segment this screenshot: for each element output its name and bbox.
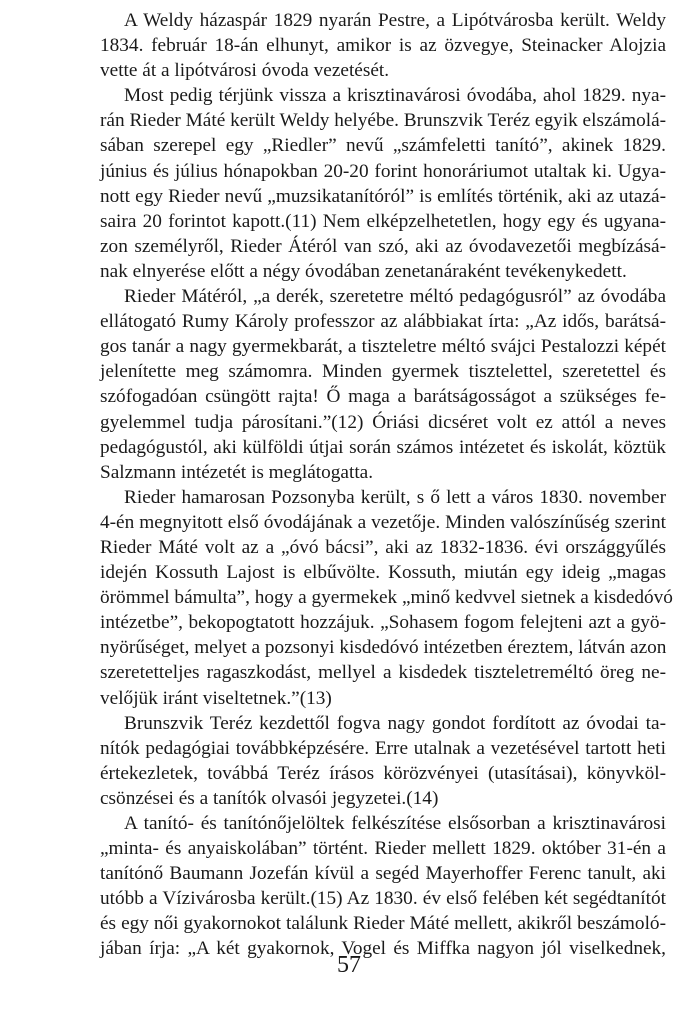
paragraph-4 <box>76 485 673 711</box>
text-line: örömmel bámulta”, hogy a gyermekek „minő kedvvel sietnek a kisdedóvó <box>100 587 673 609</box>
text-line: saira 20 forintot kapott.(11) Nem elképzelhetetlen, hogy egy és ugyana- <box>100 210 666 232</box>
text-line: sában szerepel egy „Riedler” nevű „számfeletti tanító”, akinek 1829. <box>100 135 666 157</box>
text-line: velőjük iránt viseltetnek.”(13) <box>100 687 332 709</box>
text-line: intézetbe”, bekopogtatott hozzájuk. „Sohasem fogom felejteni azt a gyö- <box>100 612 666 634</box>
text-line: június és július hónapokban 20-20 forint honoráriumot utaltak ki. Ugya- <box>100 160 666 182</box>
text-line: „minta- és anyaiskolában” történt. Rieder mellett 1829. október 31-én a <box>100 838 666 860</box>
text-line: értekezletek, továbbá Teréz írásos körözvényei (utasításai), könyvköl- <box>100 762 666 784</box>
text-line: idején Kossuth Lajost is elbűvölte. Kossuth, miután egy ideig „magas <box>100 562 666 584</box>
text-line: vette át a lipótvárosi óvoda vezetését. <box>100 60 390 82</box>
paragraph-2 <box>76 83 666 284</box>
text-line: A tanító- és tanítónőjelöltek felkészítése elsősorban a krisztinavárosi <box>124 813 666 834</box>
text-line: jában írja: „A két gyakornok, Vogel és Miffka nagyon jól viselkednek, <box>100 938 666 960</box>
page-number: 57 <box>337 952 361 978</box>
text-line: szeretetteljes ragaszkodást, mellyel a kisdedek tiszteletreméltó öreg ne- <box>100 662 666 684</box>
text-line: ellátogató Rumy Károly professzor az alábbiakat írta: „Az idős, barátsá- <box>100 311 666 333</box>
document-body <box>76 8 673 962</box>
text-line: nak elnyerése előtt a négy óvodában zenetanáraként tevékenykedett. <box>100 260 627 282</box>
text-line: 1834. február 18-án elhunyt, amikor is az özvegye, Steinacker Alojzia <box>100 35 666 57</box>
text-line: gos tanár a nagy gyermekbarát, a tiszteletre méltó svájci Pestalozzi képét <box>100 336 666 358</box>
text-line: pedagógustól, aki külföldi útjai során számos intézetet és iskolát, köztük <box>100 436 666 458</box>
text-line: nítók pedagógiai továbbképzésére. Erre utalnak a vezetésével tartott heti <box>100 737 666 759</box>
text-line: zon személyről, Rieder Átéról van szó, aki az óvodavezetői megbízásá- <box>100 235 666 257</box>
text-line: csönzései és a tanítók olvasói jegyzetei.(14) <box>100 787 439 809</box>
text-line: tanítónő Baumann Jozefán kívül a segéd Mayerhoffer Ferenc tanult, aki <box>100 863 666 885</box>
text-line: utóbb a Vízivárosba került.(15) Az 1830. év első felében két segédtanítót <box>100 888 666 910</box>
text-line: Most pedig térjünk vissza a krisztinavárosi óvodába, ahol 1829. nya- <box>124 85 666 107</box>
text-line: jelenítette meg számomra. Minden gyermek tisztelettel, szeretettel és <box>100 361 666 383</box>
text-line: és egy női gyakornokot találunk Rieder Máté mellett, akikről beszámoló- <box>100 913 666 935</box>
paragraph-3 <box>76 284 666 485</box>
text-line: nott egy Rieder nevű „muzsikatanítóról” is említés történik, aki az utazá- <box>100 185 666 207</box>
text-line: szófogadóan csüngött rajta! Ő maga a barátságosságot a szükséges fe- <box>100 386 666 408</box>
text-line: A Weldy házaspár 1829 nyarán Pestre, a Lipótvárosba került. Weldy <box>124 10 666 31</box>
text-line: gyelemmel tudja párosítani.”(12) Óriási dicséret volt ez attól a neves <box>100 411 666 433</box>
text-line: Rieder Máté volt az a „óvó bácsi”, aki az 1832-1836. évi országgyűlés <box>100 536 666 558</box>
text-line: rán Rieder Máté került Weldy helyébe. Brunszvik Teréz egyik elszámolá- <box>100 110 667 132</box>
paragraph-1 <box>76 8 666 83</box>
text-line: Salzmann intézetét is meglátogatta. <box>100 461 374 483</box>
text-line: Rieder Mátéról, „a derék, szeretetre méltó pedagógusról” az óvodába <box>124 286 666 308</box>
text-line: 4-én megnyitott első óvodájának a vezetője. Minden valószínűség szerint <box>100 511 666 533</box>
text-line: nyörűséget, melyet a pozsonyi kisdedóvó intézetben éreztem, látván azon <box>100 637 667 659</box>
paragraph-5 <box>76 711 666 811</box>
text-line: Rieder hamarosan Pozsonyba került, s ő lett a város 1830. november <box>124 486 666 508</box>
paragraph-6 <box>76 811 666 962</box>
text-line: Brunszvik Teréz kezdettől fogva nagy gondot fordított az óvodai ta- <box>124 712 666 734</box>
